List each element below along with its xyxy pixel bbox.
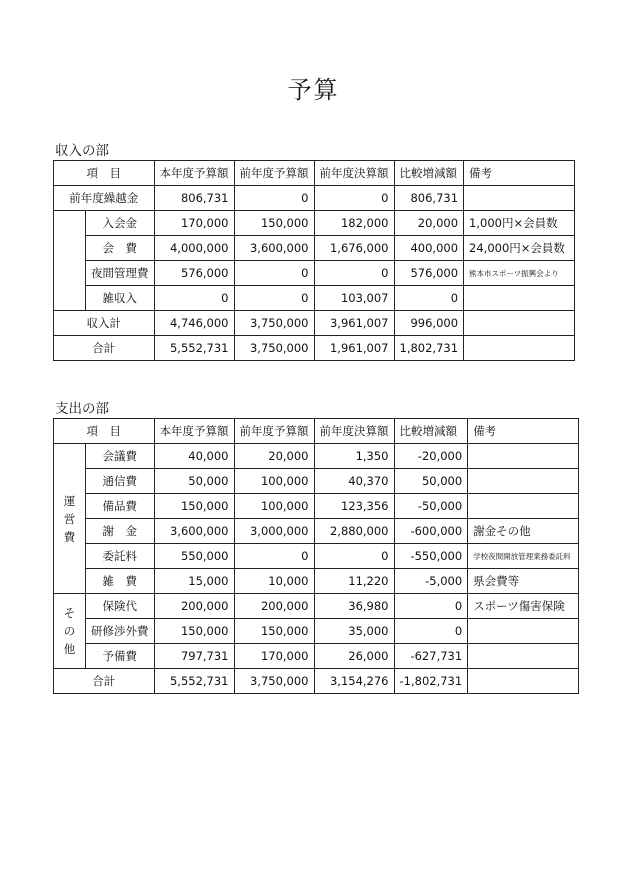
table-row (54, 544, 579, 569)
row-label: 入会金 (86, 211, 155, 236)
cell-note: 熊本市スポーツ振興会より (464, 261, 575, 286)
cell-note (464, 186, 575, 211)
cell-previous: 170,000 (234, 644, 314, 669)
cell-diff: 806,731 (394, 186, 464, 211)
cell-previous: 3,600,000 (234, 236, 314, 261)
row-label: 前年度繰越金 (54, 186, 155, 211)
table-row (54, 469, 579, 494)
cell-settled: 3,154,276 (314, 669, 394, 694)
income-subtotal-row (54, 311, 575, 336)
cell-diff: -1,802,731 (394, 669, 468, 694)
cell-note (468, 669, 579, 694)
cell-current: 576,000 (154, 261, 234, 286)
cell-diff: -20,000 (394, 444, 468, 469)
cell-diff: -50,000 (394, 494, 468, 519)
header-note: 備考 (468, 419, 579, 444)
cell-settled: 103,007 (314, 286, 394, 311)
cell-settled: 35,000 (314, 619, 394, 644)
income-carryover-row (54, 186, 575, 211)
row-label: 予備費 (86, 644, 155, 669)
cell-previous: 150,000 (234, 211, 314, 236)
cell-previous: 100,000 (234, 469, 314, 494)
row-label: 通信費 (86, 469, 155, 494)
table-row (54, 494, 579, 519)
group-char: 費 (63, 529, 76, 544)
cell-previous: 150,000 (234, 619, 314, 644)
cell-diff: 1,802,731 (394, 336, 464, 361)
table-row (54, 236, 575, 261)
cell-current: 15,000 (154, 569, 234, 594)
cell-note: スポーツ傷害保険 (468, 594, 579, 619)
cell-note (464, 311, 575, 336)
income-table (53, 160, 575, 361)
table-row (54, 261, 575, 286)
group-char: 営 (63, 511, 76, 526)
cell-note: 謝金その他 (468, 519, 579, 544)
row-label: 保険代 (86, 594, 155, 619)
cell-previous: 0 (234, 261, 314, 286)
cell-settled: 2,880,000 (314, 519, 394, 544)
cell-previous: 20,000 (234, 444, 314, 469)
cell-diff: 400,000 (394, 236, 464, 261)
cell-note (468, 644, 579, 669)
cell-diff: 0 (394, 594, 468, 619)
cell-note (468, 494, 579, 519)
row-label: 雑 費 (86, 569, 155, 594)
page-title: 予算 (287, 76, 340, 104)
table-row (54, 211, 575, 236)
cell-note (464, 336, 575, 361)
group-char: 運 (63, 493, 76, 508)
header-previous: 前年度予算額 (234, 419, 314, 444)
cell-settled: 26,000 (314, 644, 394, 669)
income-indent-cell (54, 211, 86, 311)
row-label: 会議費 (86, 444, 155, 469)
row-label: 備品費 (86, 494, 155, 519)
cell-previous: 0 (234, 544, 314, 569)
row-label: 収入計 (54, 311, 155, 336)
cell-diff: -550,000 (394, 544, 468, 569)
cell-diff: 576,000 (394, 261, 464, 286)
cell-current: 150,000 (154, 494, 234, 519)
cell-previous: 3,750,000 (234, 336, 314, 361)
cell-settled: 3,961,007 (314, 311, 394, 336)
cell-settled: 0 (314, 261, 394, 286)
cell-current: 200,000 (154, 594, 234, 619)
cell-note (464, 286, 575, 311)
cell-previous: 200,000 (234, 594, 314, 619)
row-label: 研修渉外費 (86, 619, 155, 644)
cell-settled: 123,356 (314, 494, 394, 519)
cell-note (468, 469, 579, 494)
cell-note: 1,000円×会員数 (464, 211, 575, 236)
row-label: 謝 金 (86, 519, 155, 544)
cell-current: 550,000 (154, 544, 234, 569)
cell-settled: 0 (314, 186, 394, 211)
expense-table (53, 418, 579, 694)
cell-current: 806,731 (154, 186, 234, 211)
group-char: 他 (63, 642, 76, 656)
cell-previous: 0 (234, 286, 314, 311)
cell-current: 150,000 (154, 619, 234, 644)
cell-current: 170,000 (154, 211, 234, 236)
group-other-label (54, 594, 86, 669)
cell-previous: 3,000,000 (234, 519, 314, 544)
header-item: 項 目 (54, 419, 155, 444)
header-settled: 前年度決算額 (314, 419, 394, 444)
header-item: 項 目 (54, 161, 155, 186)
header-previous: 前年度予算額 (234, 161, 314, 186)
income-total-row (54, 336, 575, 361)
cell-note: 県会費等 (468, 569, 579, 594)
cell-diff: 20,000 (394, 211, 464, 236)
table-row (54, 644, 579, 669)
cell-diff: 996,000 (394, 311, 464, 336)
cell-settled: 1,676,000 (314, 236, 394, 261)
group-operating-label (54, 444, 86, 594)
cell-diff: -600,000 (394, 519, 468, 544)
expense-header-row (54, 419, 579, 444)
header-current: 本年度予算額 (154, 161, 234, 186)
cell-diff: 0 (394, 619, 468, 644)
income-header-row (54, 161, 575, 186)
header-settled: 前年度決算額 (314, 161, 394, 186)
group-char: そ (63, 606, 76, 620)
cell-current: 5,552,731 (154, 669, 234, 694)
row-label: 委託料 (86, 544, 155, 569)
cell-current: 797,731 (154, 644, 234, 669)
row-label: 夜間管理費 (86, 261, 155, 286)
cell-settled: 36,980 (314, 594, 394, 619)
cell-previous: 0 (234, 186, 314, 211)
cell-current: 40,000 (154, 444, 234, 469)
cell-settled: 11,220 (314, 569, 394, 594)
cell-note (468, 619, 579, 644)
cell-diff: 0 (394, 286, 464, 311)
table-row (54, 619, 579, 644)
cell-note: 24,000円×会員数 (464, 236, 575, 261)
cell-settled: 0 (314, 544, 394, 569)
cell-previous: 10,000 (234, 569, 314, 594)
cell-diff: -627,731 (394, 644, 468, 669)
header-note: 備考 (464, 161, 575, 186)
expense-section-title: 支出の部 (55, 401, 109, 417)
cell-previous: 3,750,000 (234, 669, 314, 694)
table-row (54, 519, 579, 544)
cell-diff: 50,000 (394, 469, 468, 494)
cell-current: 3,600,000 (154, 519, 234, 544)
row-label: 合計 (54, 669, 155, 694)
cell-current: 5,552,731 (154, 336, 234, 361)
cell-note (468, 444, 579, 469)
cell-current: 50,000 (154, 469, 234, 494)
cell-previous: 3,750,000 (234, 311, 314, 336)
row-label: 雑収入 (86, 286, 155, 311)
cell-settled: 182,000 (314, 211, 394, 236)
cell-note: 学校夜間開放管理業務委託料 (468, 544, 579, 569)
cell-current: 4,746,000 (154, 311, 234, 336)
cell-current: 0 (154, 286, 234, 311)
income-section-title: 収入の部 (55, 143, 109, 159)
cell-settled: 40,370 (314, 469, 394, 494)
row-label: 会 費 (86, 236, 155, 261)
expense-total-row (54, 669, 579, 694)
cell-current: 4,000,000 (154, 236, 234, 261)
header-current: 本年度予算額 (154, 419, 234, 444)
cell-settled: 1,961,007 (314, 336, 394, 361)
cell-diff: -5,000 (394, 569, 468, 594)
table-row (54, 569, 579, 594)
table-row (54, 444, 579, 469)
table-row (54, 286, 575, 311)
group-char: の (63, 624, 76, 638)
row-label: 合計 (54, 336, 155, 361)
table-row (54, 594, 579, 619)
cell-previous: 100,000 (234, 494, 314, 519)
header-diff: 比較増減額 (394, 161, 464, 186)
cell-settled: 1,350 (314, 444, 394, 469)
header-diff: 比較増減額 (394, 419, 468, 444)
